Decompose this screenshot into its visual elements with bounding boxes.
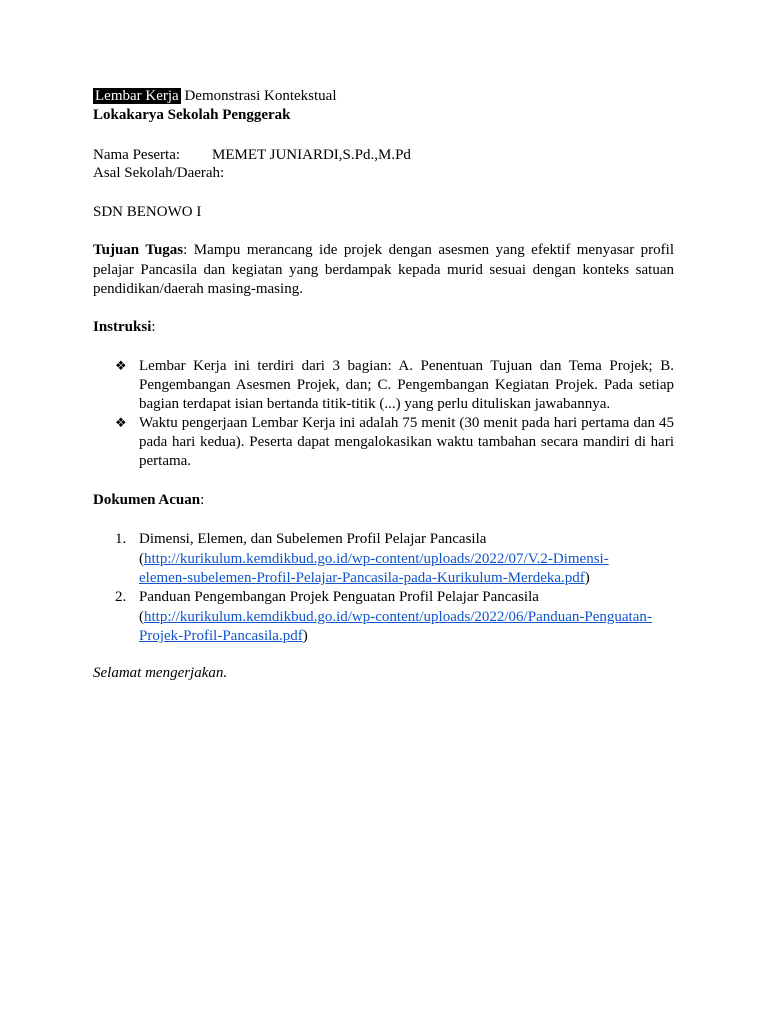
references-colon: : [200,492,205,508]
worksheet-header [93,87,337,106]
list-item [115,588,675,647]
instructions-list [115,357,674,471]
school-value: SDN BENOWO I [93,204,202,220]
header-highlight-label: Lembar Kerja [95,88,179,104]
closing-text: Selamat mengerjakan. [93,665,228,681]
school-label: Asal Sekolah/Daerah: [93,165,225,181]
instructions-heading [93,318,156,337]
reference-link[interactable]: http://kurikulum.kemdikbud.go.id/wp-content/uploads/2022/06/Panduan-Penguatan- [144,608,652,625]
reference-title: Panduan Pengembangan Projek Penguatan Profil Pelajar Pancasila [139,589,539,605]
paren-close: ) [302,628,308,644]
instruction-text: Waktu pengerjaan Lembar Kerja ini adalah 75 menit (30 menit pada hari pertama dan 45 pada hari kedua). Peserta dapat mengalokasikan waktu tambahan secara mandiri di hari pertama. [139,415,674,469]
participant-name-label: Nama Peserta: [93,147,181,163]
list-item [115,530,675,589]
participant-name-row [93,146,411,165]
instruction-text: Lembar Kerja ini terdiri dari 3 bagian: A. Penentuan Tujuan dan Tema Projek; B. Pengembangan Asesmen Projek, dan; C. Pengembangan Kegiatan Projek. Pada setiap bagian terdapat isian bertanda titik-titik (...) yang perlu dituliskan jawabannya. [139,358,674,412]
instructions-label: Instruksi [93,319,152,335]
header-label-rest: Demonstrasi Kontekstual [184,88,337,104]
diamond-bullet-icon: ❖ [115,416,127,431]
list-item [115,357,674,414]
reference-title: Dimensi, Elemen, dan Subelemen Profil Pelajar Pancasila [139,531,487,547]
document-subtitle: Lokakarya Sekolah Penggerak [93,107,291,123]
participant-name-value: MEMET JUNIARDI,S.Pd.,M.Pd [212,147,411,163]
reference-link[interactable]: elemen-subelemen-Profil-Pelajar-Pancasila-pada-Kurikulum-Merdeka.pdf [139,570,585,586]
reference-link[interactable]: http://kurikulum.kemdikbud.go.id/wp-content/uploads/2022/07/V.2-Dimensi- [144,550,609,567]
list-item [115,414,674,471]
objective-text: : Mampu merancang ide projek dengan asesmen yang efektif menyasar profil pelajar Pancasila dan kegiatan yang berdampak kepada murid sesuai dengan konteks satuan pendidikan/daerah masing-masing. [93,242,674,297]
objective-label: Tujuan Tugas [93,242,184,258]
objective-paragraph [93,241,674,300]
reference-link[interactable]: Projek-Profil-Pancasila.pdf [139,628,303,644]
paren-open: ( [139,550,144,567]
list-number: 2. [115,589,127,605]
paren-open: ( [139,608,144,625]
paren-close: ) [584,570,590,586]
references-label: Dokumen Acuan [93,492,201,508]
references-heading [93,491,204,510]
list-number: 1. [115,531,127,547]
instructions-colon: : [151,319,156,335]
diamond-bullet-icon: ❖ [115,359,127,374]
